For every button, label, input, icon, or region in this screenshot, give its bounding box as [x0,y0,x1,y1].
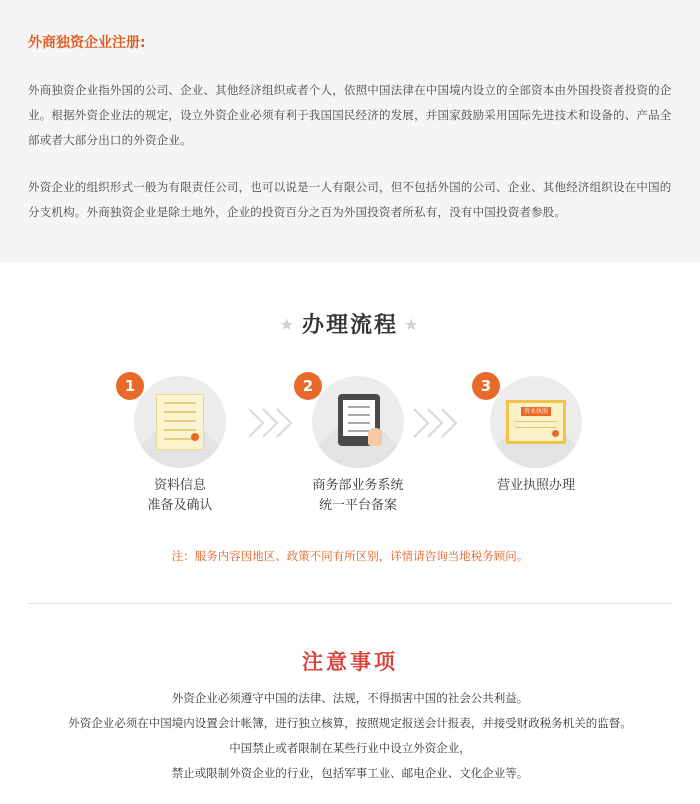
step-label [456,476,616,496]
intro-paragraph: 外商独资企业指外国的公司、企业、其他经济组织或者个人，依照中国法律在中国境内设立的全部资本由外国投资者投资的企业。根据外资企业法的规定，设立外资企业必须有利于我国国民经济的发展，并国家鼓励采用国际先进技术和设备的、产品全部或者大部分出口的外资企业。 [28,83,672,147]
step-label-line: 准备及确认 [147,498,213,513]
step-icon-circle [490,376,582,468]
certificate-ribbon-text: 营业执照 [521,407,551,416]
section-divider [28,603,672,604]
process-title [0,308,700,339]
intro-title: 外商独资企业注册: [28,35,146,51]
step-label [278,476,438,516]
step-label [100,476,260,516]
document-icon [156,394,204,450]
step-label-line: 营业执照办理 [496,478,575,493]
star-icon: ★ [279,315,296,334]
attention-line: 禁止或限制外资企业的行业，包括军事工业、邮电企业、文化企业等。 [171,766,529,780]
intro-paragraph: 外资企业的组织形式一般为有限责任公司，也可以说是一人有限公司，但不包括外国的公司、企业、其他经济组织设在中国的分支机构。外商独资企业是除土地外，企业的投资百分之百为外国投资者所私有，没有中国投资者参股。 [28,180,672,219]
process-title-text: 办理流程 [301,313,398,338]
step-number-badge: 2 [294,372,322,400]
intro-section [0,0,700,262]
attention-title: 注意事项 [302,650,398,674]
process-step-1 [100,376,260,516]
star-icon: ★ [404,315,421,334]
attention-line: 外资企业必须在中国境内设置会计帐簿，进行独立核算，按照规定报送会计报表，并接受财政税务机关的监督。 [68,716,632,730]
step-icon-circle [312,376,404,468]
attention-line: 外资企业必须遵守中国的法律、法规，不得损害中国的社会公共利益。 [171,691,529,705]
license-certificate-icon [506,400,566,444]
process-note: 注：服务内容因地区、政策不同有所区别，详情请咨询当地税务顾问。 [171,549,529,563]
step-label-line: 商务部业务系统 [312,478,404,493]
step-number-badge: 1 [116,372,144,400]
step-label-line: 资料信息 [153,478,206,493]
step-label-line: 统一平台备案 [318,498,397,513]
attention-list [0,686,700,786]
hand-icon [368,428,382,446]
attention-line: 中国禁止或者限制在某些行业中设立外资企业， [229,741,471,755]
process-step-2 [278,376,438,516]
process-step-3 [456,376,616,496]
step-icon-circle [134,376,226,468]
chevrons-right-icon [410,405,462,441]
step-number-badge: 3 [472,372,500,400]
